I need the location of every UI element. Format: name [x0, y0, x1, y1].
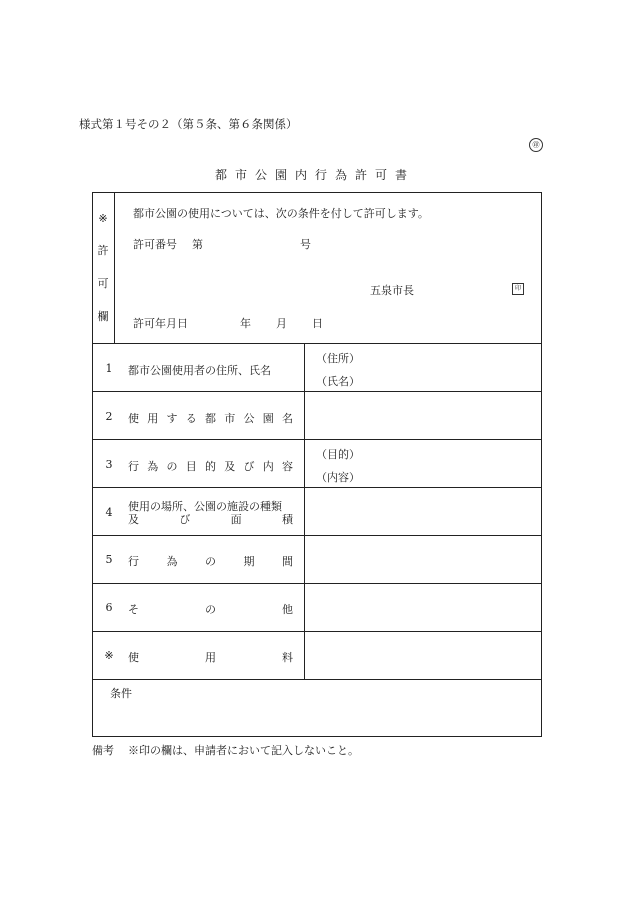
- label-char: 目: [185, 460, 197, 473]
- permit-date-month: 月: [276, 317, 287, 330]
- label-char: 公: [243, 412, 255, 425]
- name-field-label: （氏名）: [316, 375, 360, 388]
- permit-side-label: [92, 212, 114, 324]
- row-divider: [92, 583, 542, 584]
- mayor-title: 五泉市長: [370, 284, 414, 297]
- label-char: 積: [281, 513, 293, 526]
- note-label: 備考: [92, 744, 114, 757]
- row-label-area: [128, 511, 293, 527]
- permit-message: 都市公園の使用については、次の条件を付して許可します。: [133, 207, 429, 220]
- row-divider: [92, 439, 542, 440]
- label-char: 行: [128, 460, 139, 473]
- row-number: 1: [105, 362, 113, 375]
- label-char: の: [205, 555, 216, 568]
- label-char: 市: [224, 412, 236, 425]
- row-label-usage-fee: [128, 649, 293, 665]
- label-char: 期: [243, 555, 255, 568]
- permit-side-divider: [114, 192, 115, 343]
- side-char: 欄: [97, 310, 109, 323]
- label-char: 他: [282, 603, 293, 616]
- corner-seal-mark: ㊞: [529, 138, 543, 152]
- side-char: ※: [98, 212, 108, 225]
- row-number: 2: [105, 410, 113, 423]
- label-char: 及: [224, 460, 236, 473]
- row-label-period: [128, 553, 293, 569]
- label-char: 都: [205, 412, 216, 425]
- row-number: 6: [105, 601, 113, 614]
- row-label-other: [128, 601, 293, 617]
- permit-number-suffix: 号: [300, 238, 311, 251]
- row-divider: [92, 679, 542, 680]
- side-char: 許: [97, 244, 109, 257]
- label-char: す: [166, 412, 178, 425]
- label-char: 用: [147, 412, 159, 425]
- permit-date-year: 年: [240, 317, 251, 330]
- content-field-label: （内容）: [316, 471, 360, 484]
- permit-number-label: 許可番号: [133, 238, 177, 251]
- label-char: の: [166, 460, 178, 473]
- form-label: 様式第１号その２（第５条、第６条関係）: [79, 117, 298, 131]
- row-divider: [92, 343, 542, 344]
- label-char: そ: [128, 603, 139, 616]
- label-char: 為: [147, 460, 159, 473]
- row-number: 3: [105, 458, 113, 471]
- purpose-field-label: （目的）: [316, 448, 360, 461]
- address-field-label: （住所）: [316, 352, 360, 365]
- label-char: 内: [262, 460, 274, 473]
- label-char: 行: [128, 555, 139, 568]
- row-divider: [92, 487, 542, 488]
- label-char: 園: [262, 412, 274, 425]
- permit-date-day: 日: [312, 317, 323, 330]
- label-char: 名: [282, 412, 293, 425]
- row-label-place-facility: 使用の場所、公園の施設の種類: [128, 500, 282, 513]
- label-char: 為: [166, 555, 178, 568]
- column-divider: [304, 343, 305, 679]
- page-title: 都市公園内行為許可書: [214, 168, 415, 182]
- row-label-user-address-name: 都市公園使用者の住所、氏名: [128, 364, 271, 377]
- row-label-park-name: [128, 410, 293, 426]
- label-char: 面: [230, 513, 242, 526]
- label-char: 料: [282, 651, 293, 664]
- row-divider: [92, 391, 542, 392]
- row-label-purpose-content: [128, 458, 293, 474]
- side-char: 可: [97, 277, 109, 290]
- label-char: 容: [282, 460, 293, 473]
- conditions-label: 条件: [110, 687, 132, 700]
- row-divider: [92, 631, 542, 632]
- label-char: 間: [282, 555, 293, 568]
- label-char: 及: [128, 513, 139, 526]
- label-char: る: [185, 412, 197, 425]
- label-char: び: [179, 513, 191, 526]
- label-char: 用: [205, 651, 216, 664]
- label-char: 的: [205, 460, 216, 473]
- mayor-seal-mark: 印: [512, 283, 524, 295]
- label-char: の: [205, 603, 216, 616]
- label-char: 使: [128, 412, 139, 425]
- row-number: 4: [105, 506, 113, 519]
- row-divider: [92, 535, 542, 536]
- label-char: 使: [128, 651, 139, 664]
- permit-date-label: 許可年月日: [133, 317, 188, 330]
- note-text: ※印の欄は、申請者において記入しないこと。: [128, 744, 359, 757]
- label-char: び: [243, 460, 255, 473]
- row-number: ※: [104, 649, 114, 662]
- permit-number-prefix: 第: [192, 238, 203, 251]
- row-number: 5: [105, 553, 113, 566]
